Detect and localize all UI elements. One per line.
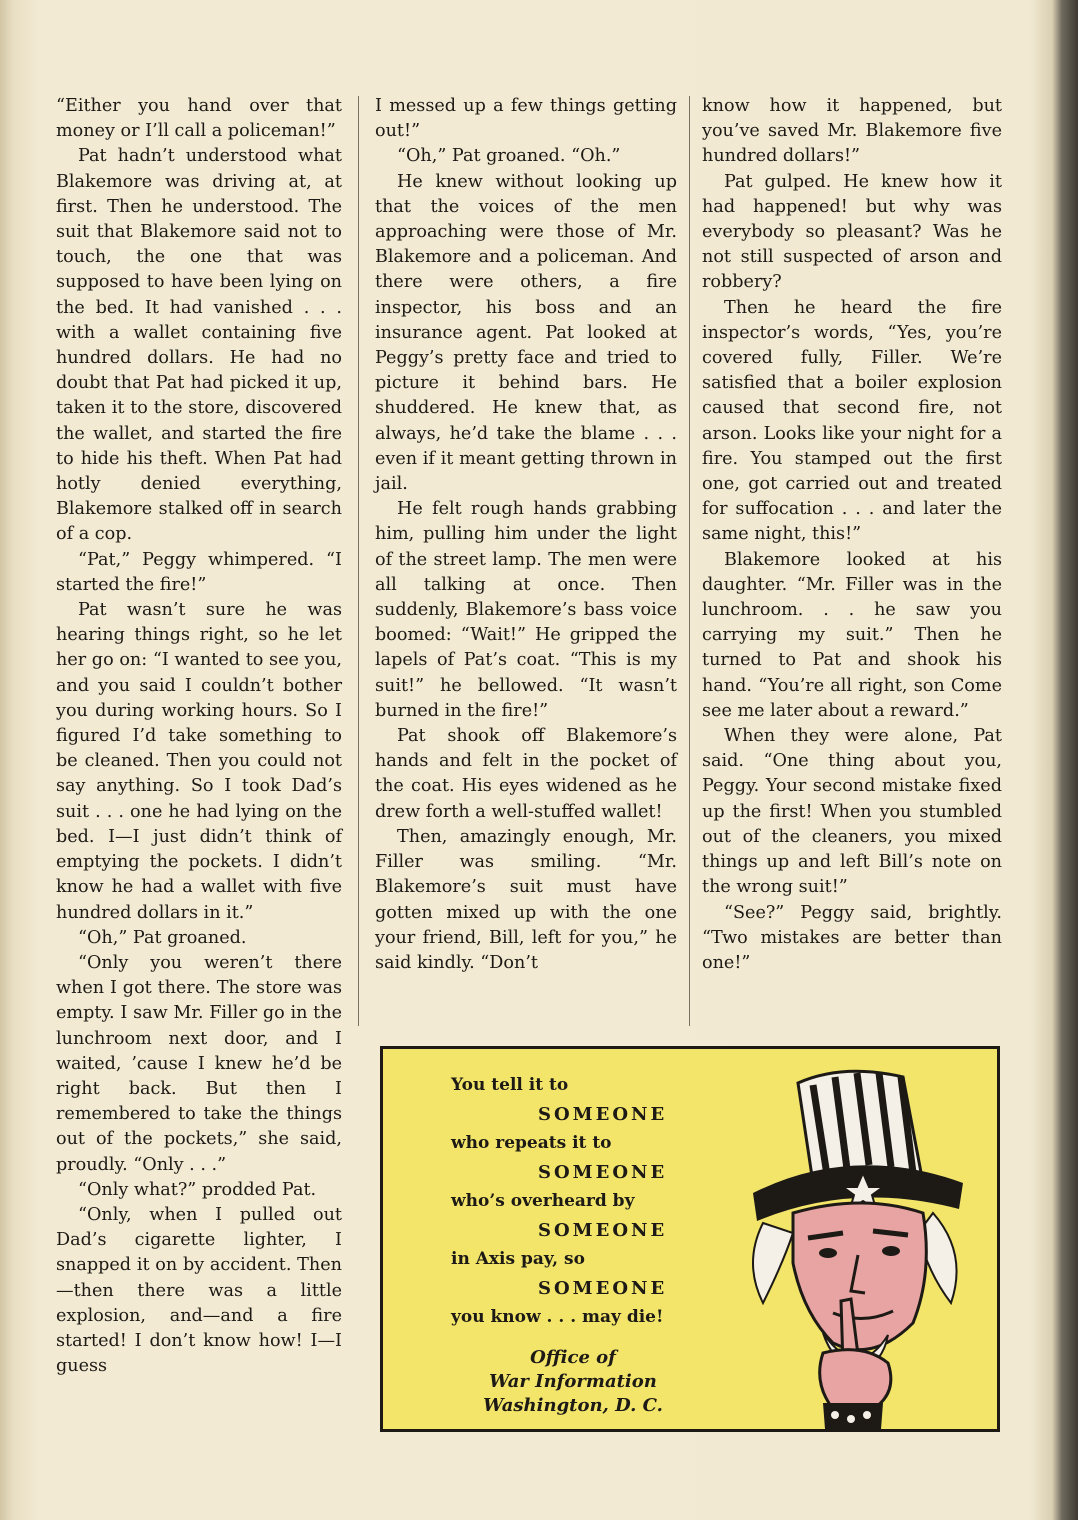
ad-text-line: in Axis pay, so (451, 1249, 585, 1269)
ad-office-credit (423, 1346, 723, 1418)
story-paragraph: He felt rough hands grabbing him, pulling him under the light of the street lamp. The men were all talking at once. Then suddenly, Blakemore’s bass voice boomed: “Wait!” He gripped the lapels of Pat’s coat. “This is my suit!” he bellowed. “It wasn’t burned in the fire!” (375, 499, 677, 721)
war-information-ad (380, 1046, 1000, 1432)
story-paragraph: “Pat,” Peggy whimpered. “I started the fire!” (56, 549, 342, 595)
story-paragraph: Then he heard the fire inspector’s words, “Yes, you’re covered fully, Filler. We’re satisfied that a boiler explosion caused that second fire, not arson. Looks like your night for a fire. You stamped out the first one, got carried out and treated for suffocation . . . and later the same night, this!” (702, 297, 1002, 545)
story-paragraph: Blakemore looked at his daughter. “Mr. Filler was in the lunchroom. . . he saw you carrying my suit.” Then he turned to Pat and shook his hand. “You’re all right, son Come see me later about a reward.” (702, 549, 1002, 721)
story-column-1 (56, 94, 342, 1379)
uncle-sam-shush-icon (723, 1063, 993, 1429)
story-paragraph: “See?” Peggy said, brightly. “Two mistakes are better than one!” (702, 902, 1002, 973)
story-paragraph: When they were alone, Pat said. “One thing about you, Peggy. Your second mistake fixed up the first! When you stumbled out of the cleaners, you mixed things up and left Bill’s note on the wrong suit!” (702, 726, 1002, 898)
story-paragraph: “Only, when I pulled out Dad’s cigarette lighter, I snapped it on by accident. Then—then there was a little explosion, and—and a fire started! I don’t know how! I—I guess (56, 1204, 342, 1377)
ad-text-line: who’s overheard by (451, 1191, 635, 1211)
ad-text-block (423, 1071, 723, 1418)
story-paragraph: Pat shook off Blakemore’s hands and felt in the pocket of the coat. His eyes widened as he drew forth a well-stuffed wallet! (375, 726, 677, 822)
column-divider (358, 96, 359, 1026)
story-paragraph: Pat gulped. He knew how it had happened! but why was everybody so pleasant? Was he not still suspected of arson and robbery? (702, 171, 1002, 293)
story-paragraph: He knew without looking up that the voices of the men approaching were those of Mr. Blakemore and a policeman. And there were others, a fire inspector, his boss and an insurance agent. Pat looked at Peggy’s pretty face and tried to picture it behind bars. He shuddered. He knew that, as always, he’d take the blame . . . even if it meant getting thrown in jail. (375, 171, 677, 495)
ad-text-line: who repeats it to (451, 1133, 612, 1153)
story-paragraph: I messed up a few things getting out!” (375, 96, 677, 142)
story-paragraph: know how it happened, but you’ve saved Mr. Blakemore five hundred dollars!” (702, 96, 1002, 167)
story-paragraph: “Only what?” prodded Pat. (78, 1179, 317, 1200)
ad-someone-line: SOMEONE (538, 1104, 668, 1125)
ad-text-line: you know . . . may die! (451, 1307, 664, 1327)
ad-someone-line: SOMEONE (538, 1220, 668, 1241)
story-paragraph: “Oh,” Pat groaned. (78, 927, 247, 948)
story-paragraph: “Oh,” Pat groaned. “Oh.” (397, 146, 621, 167)
story-column-2 (375, 94, 677, 976)
story-paragraph: “Either you hand over that money or I’ll call a policeman!” (56, 96, 342, 142)
story-paragraph: Pat hadn’t understood what Blakemore was driving at, at first. Then he understood. The suit that Blakemore said not to touch, the one that was supposed to have been lying on the bed. It had vanished . . . with a wallet containing five hundred dollars. He had no doubt that Pat had picked it up, taken it to the store, discovered the wallet, and started the fire to hide his theft. When Pat had hotly denied everything, Blakemore stalked off in search of a cop. (56, 146, 342, 545)
ad-text-line: You tell it to (451, 1075, 569, 1095)
column-divider (689, 96, 690, 1026)
ad-someone-line: SOMEONE (538, 1278, 668, 1299)
office-line-1: Office of (530, 1347, 616, 1368)
story-paragraph: “Only you weren’t there when I got there. The store was empty. I saw Mr. Filler go in the lunchroom next door, and I waited, ’cause I knew he’d be right back. But then I remembered to take the things out of the pockets,” she said, proudly. “Only . . .” (56, 952, 342, 1175)
office-line-2: War Information (489, 1371, 657, 1392)
story-column-3 (702, 94, 1002, 976)
ad-someone-line: SOMEONE (538, 1162, 668, 1183)
story-paragraph: Pat wasn’t sure he was hearing things right, so he let her go on: “I wanted to see you, and you said I couldn’t bother you during working hours. So I figured I’d take something to be cleaned. Then you could not say anything. So I took Dad’s suit . . . one he had lying on the bed. I—I just didn’t think of emptying the pockets. I didn’t know he had a wallet with five hundred dollars in it.” (56, 600, 342, 923)
ad-lines (423, 1071, 723, 1332)
story-paragraph: Then, amazingly enough, Mr. Filler was smiling. “Mr. Blakemore’s suit must have gotten mixed up with the one your friend, Bill, left for you,” he said kindly. “Don’t (375, 826, 677, 973)
office-line-3: Washington, D. C. (483, 1395, 663, 1416)
